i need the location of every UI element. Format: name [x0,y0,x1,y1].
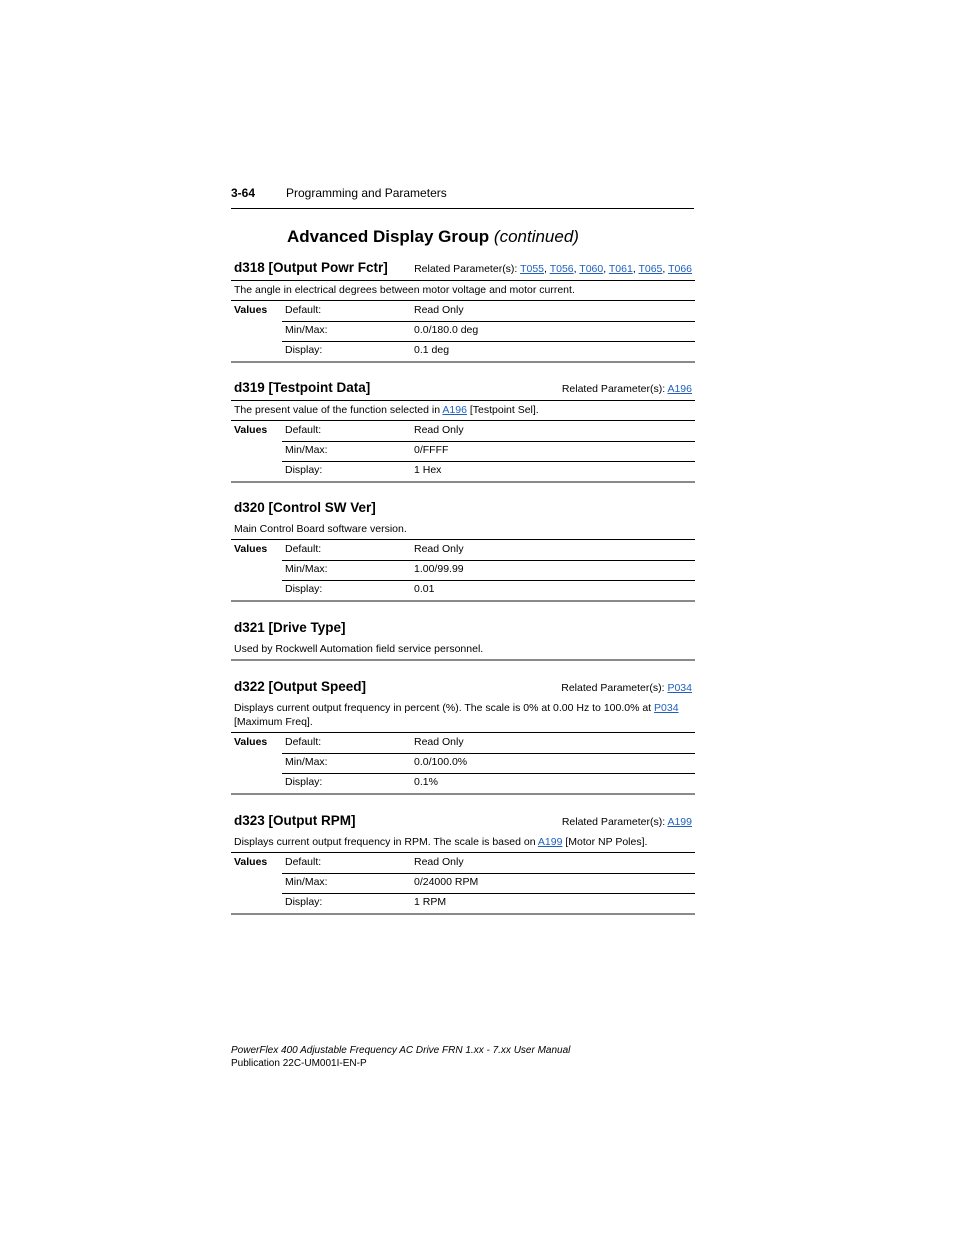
param-header [231,618,695,640]
value-key: Default: [285,736,322,748]
related-parameters [561,682,692,694]
param-description: Used by Rockwell Automation field service personnel. [231,640,695,661]
value-key: Min/Max: [285,756,328,768]
param-d323 [231,811,695,915]
values-table [231,301,695,363]
values-row-minmax [282,560,695,581]
value-value: 0.1 deg [414,344,450,356]
values-row-display [282,341,695,361]
related-label: Related Parameter(s): [561,682,665,694]
values-row-default [282,733,695,754]
value-key: Display: [285,344,323,356]
values-label: Values [234,424,268,436]
param-description: Main Control Board software version. [231,520,695,540]
desc-link-p034[interactable]: P034 [654,702,679,714]
param-header [231,811,695,833]
desc-text: The present value of the function selected in [234,404,443,416]
values-row-display [282,773,695,793]
desc-text: Displays current output frequency in RPM. The scale is based on [234,836,538,848]
value-key: Min/Max: [285,444,328,456]
value-value: 0.1% [414,776,438,788]
values-row-display [282,461,695,481]
value-key: Min/Max: [285,876,328,888]
param-header [231,498,695,520]
param-name: d319 [Testpoint Data] [234,380,371,395]
page-number: 3-64 [231,186,256,200]
values-label: Values [234,856,268,868]
values-row-display [282,893,695,913]
related-label: Related Parameter(s): [414,263,518,275]
value-key: Default: [285,543,322,555]
values-row-default [282,540,695,561]
values-table [231,853,695,915]
param-d322 [231,677,695,795]
value-value: 1 RPM [414,896,447,908]
param-description [231,699,695,733]
related-parameters [562,383,692,395]
value-key: Min/Max: [285,324,328,336]
desc-text: [Testpoint Sel]. [466,404,539,416]
value-value: Read Only [414,856,464,868]
value-value: 0/24000 RPM [414,876,479,888]
param-description: The angle in electrical degrees between motor voltage and motor current. [231,281,695,301]
param-name: d320 [Control SW Ver] [234,500,376,515]
desc-link-a196[interactable]: A196 [442,404,467,416]
related-parameters [562,816,692,828]
footer-publication: Publication 22C-UM001I-EN-P [231,1058,367,1069]
param-name: d322 [Output Speed] [234,679,367,694]
param-name: d318 [Output Powr Fctr] [234,260,388,275]
values-table [231,421,695,483]
value-key: Display: [285,583,323,595]
value-value: 0/FFFF [414,444,449,456]
related-link-p034[interactable]: P034 [667,682,692,694]
value-value: Read Only [414,736,464,748]
related-link-a196[interactable]: A196 [667,383,692,395]
param-header [231,677,695,699]
related-link-t061[interactable]: T061 [608,263,633,275]
page-header [231,185,694,209]
related-link-t055[interactable]: T055 [520,263,545,275]
values-label: Values [234,543,268,555]
values-table [231,733,695,795]
param-d321 [231,618,695,661]
value-key: Default: [285,424,322,436]
value-key: Min/Max: [285,563,328,575]
values-label: Values [234,304,268,316]
related-parameters: Related Parameter(s): T055, T056, T060, T061, T065, T066 [414,263,692,275]
desc-text: [Motor NP Poles]. [562,836,648,848]
param-header [231,258,695,281]
group-title [287,227,579,247]
values-row-display [282,580,695,600]
value-value: Read Only [414,424,464,436]
group-title-continued: (continued) [493,227,579,246]
values-row-minmax [282,753,695,774]
related-label: Related Parameter(s): [561,816,666,828]
group-title-text: Advanced Display Group [287,227,490,246]
param-header [231,378,695,401]
value-key: Default: [285,856,322,868]
related-link-t060[interactable]: T060 [579,263,604,275]
desc-link-a199[interactable]: A199 [537,836,563,848]
page-footer [231,1044,570,1070]
value-value: 0.0/100.0% [414,756,468,768]
related-link-t065[interactable]: T065 [638,263,663,275]
related-link-t056[interactable]: T056 [549,263,574,275]
value-value: 0.0/180.0 deg [414,324,479,336]
param-d320 [231,498,695,602]
values-label: Values [234,736,268,748]
value-value: Read Only [414,543,464,555]
param-description [231,401,695,421]
values-row-default [282,301,695,322]
value-key: Default: [285,304,322,316]
value-key: Display: [285,776,323,788]
value-value: Read Only [414,304,464,316]
value-key: Display: [285,464,323,476]
values-row-default [282,421,695,442]
related-link-t066[interactable]: T066 [668,263,692,275]
param-name: d323 [Output RPM] [234,813,356,828]
value-key: Display: [285,896,323,908]
footer-manual-title: PowerFlex 400 Adjustable Frequency AC Drive FRN 1.xx - 7.xx User Manual [231,1045,571,1056]
values-row-minmax [282,321,695,342]
value-value: 1.00/99.99 [414,563,464,575]
section-title: Programming and Parameters [286,186,447,200]
values-table [231,540,695,602]
value-value: 0.01 [414,583,435,595]
param-d319 [231,378,695,483]
values-row-minmax [282,873,695,894]
desc-text: Displays current output frequency in percent (%). The scale is 0% at 0.00 Hz to 100.0% at [234,702,655,714]
related-link-a199[interactable]: A199 [667,816,692,828]
desc-text: [Maximum Freq]. [234,716,313,728]
param-name: d321 [Drive Type] [234,620,346,635]
value-value: 1 Hex [414,464,442,476]
values-row-default [282,853,695,874]
param-description [231,833,695,853]
param-d318 [231,258,695,363]
values-row-minmax [282,441,695,462]
related-label: Related Parameter(s): [561,383,666,395]
